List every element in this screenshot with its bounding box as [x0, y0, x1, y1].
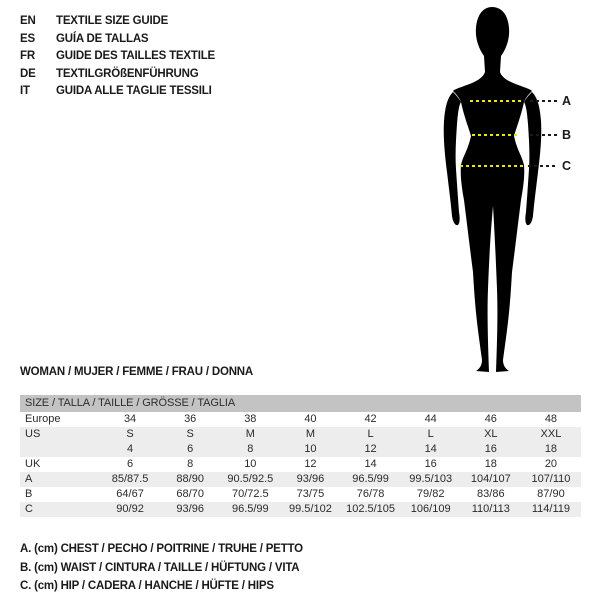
size-cell: 6 [187, 443, 194, 455]
woman-silhouette-svg [393, 4, 593, 376]
size-cell: XL [484, 428, 498, 440]
language-title-list [20, 13, 215, 101]
size-cell: 96.5/99 [352, 473, 389, 485]
legend-hip: C. (cm) HIP / CADERA / HANCHE / HÜFTE / HIPS [20, 580, 274, 592]
size-cell: 70/72.5 [231, 488, 269, 500]
size-cell: 38 [244, 413, 257, 425]
size-cell: 44 [424, 413, 437, 425]
language-title: GUIDE DES TAILLES TEXTILE [56, 50, 215, 63]
language-title: GUIDA ALLE TAGLIE TESSILI [56, 85, 212, 98]
size-cell: S [186, 428, 194, 440]
size-table-row [20, 487, 581, 502]
size-cell: 93/96 [296, 473, 325, 485]
marker-label-a: A [562, 94, 572, 108]
size-table-body [20, 412, 581, 517]
language-code: ES [20, 32, 35, 45]
size-cell: 88/90 [176, 473, 204, 485]
hip-leader-line [528, 165, 557, 167]
size-cell: 76/78 [356, 488, 385, 500]
row-label: Europe [25, 413, 61, 425]
row-label: UK [25, 458, 41, 470]
size-cell: 79/82 [416, 488, 445, 500]
size-cell: 12 [304, 458, 317, 470]
legend-chest: A. (cm) CHEST / PECHO / POITRINE / TRUHE / PETTO [20, 543, 303, 555]
size-cell: 73/75 [296, 488, 325, 500]
size-cell: 6 [127, 458, 134, 470]
size-cell: 99.5/102 [289, 503, 332, 515]
size-cell: 10 [304, 443, 317, 455]
size-cell: 107/110 [531, 473, 571, 485]
language-title: TEXTILE SIZE GUIDE [56, 15, 169, 27]
size-cell: 110/113 [471, 503, 510, 515]
marker-label-b: B [562, 128, 572, 142]
size-cell: 36 [184, 413, 197, 425]
size-cell: 114/119 [531, 503, 570, 515]
size-cell: 8 [187, 458, 194, 470]
size-cell: 16 [424, 458, 437, 470]
row-label: B [25, 488, 33, 500]
size-cell: 12 [364, 443, 377, 455]
size-cell: 14 [364, 458, 377, 470]
size-cell: 10 [244, 458, 257, 470]
size-cell: 4 [127, 443, 134, 455]
language-row [20, 66, 215, 84]
size-cell: 20 [544, 458, 558, 470]
language-row [20, 13, 215, 31]
measurement-legend [20, 540, 303, 596]
size-cell: 14 [424, 443, 437, 455]
language-title: TEXTILGRÖßENFÜHRUNG [56, 67, 199, 80]
size-cell: 8 [247, 443, 254, 455]
size-cell: 90.5/92.5 [227, 473, 274, 485]
size-cell: 96.5/99 [231, 503, 269, 515]
language-row [20, 48, 215, 66]
chest-line-on-body [470, 100, 523, 102]
size-cell: 104/107 [470, 473, 511, 485]
size-cell: 16 [484, 443, 497, 455]
size-cell: L [427, 428, 434, 440]
size-table-header: SIZE / TALLA / TAILLE / GRÖSSE / TAGLIA [20, 395, 581, 412]
size-cell: S [126, 428, 134, 440]
size-cell: 34 [123, 413, 137, 425]
size-table-row [20, 442, 581, 457]
language-row [20, 31, 215, 49]
size-cell: 102.5/105 [346, 503, 396, 515]
size-table-row [20, 472, 581, 487]
language-code: IT [20, 85, 30, 98]
row-label [20, 442, 100, 457]
size-table-row [20, 412, 581, 427]
size-cell: 18 [484, 458, 497, 470]
language-title: GUÍA DE TALLAS [56, 32, 149, 45]
size-cell: 48 [544, 413, 558, 425]
size-table [20, 395, 581, 517]
size-cell: 85/87.5 [111, 473, 149, 485]
language-code: EN [20, 15, 36, 27]
size-table-row [20, 502, 581, 517]
marker-label-c: C [562, 159, 572, 173]
size-cell: 83/86 [477, 488, 505, 500]
language-row [20, 83, 215, 101]
waist-line-on-body [472, 134, 518, 136]
language-code: FR [20, 50, 35, 63]
size-cell: M [305, 428, 316, 440]
size-cell: 46 [484, 413, 497, 425]
size-cell: 68/70 [176, 488, 204, 500]
size-cell: L [367, 428, 374, 440]
size-cell: M [245, 428, 255, 440]
language-code: DE [20, 67, 36, 80]
hip-line-on-body [460, 165, 524, 167]
size-table-row [20, 457, 581, 472]
row-label: C [25, 503, 33, 515]
chest-leader-line [530, 100, 557, 102]
size-cell: 42 [364, 413, 377, 425]
size-cell: 64/67 [116, 488, 144, 500]
size-table-row [20, 427, 581, 442]
waist-leader-line [530, 134, 557, 136]
legend-waist: B. (cm) WAIST / CINTURA / TAILLE / HÜFTUNG / VITA [20, 561, 300, 574]
size-cell: 106/109 [410, 503, 451, 515]
section-title-woman: WOMAN / MUJER / FEMME / FRAU / DONNA [20, 366, 254, 378]
size-cell: 87/90 [537, 488, 565, 500]
row-label: A [25, 473, 33, 485]
row-label: US [25, 428, 41, 440]
size-cell: 93/96 [176, 503, 204, 515]
size-cell: 90/92 [116, 503, 144, 515]
size-cell: XXL [540, 428, 562, 440]
woman-silhouette-figure [393, 4, 593, 376]
size-cell: 18 [544, 443, 558, 455]
size-cell: 40 [304, 413, 317, 425]
size-cell: 99.5/103 [409, 473, 453, 485]
